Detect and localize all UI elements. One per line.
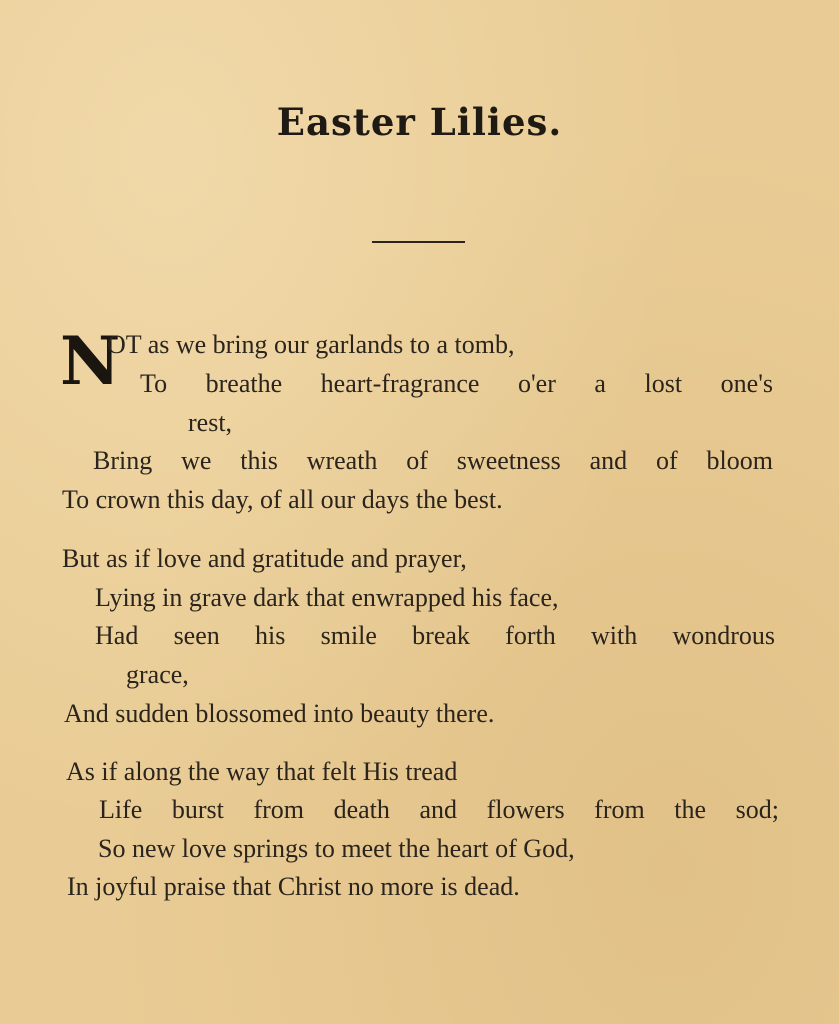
poem-line: As if along the way that felt His tread	[66, 757, 458, 786]
poem-line: And sudden blossomed into beauty there.	[64, 699, 495, 728]
poem-line: rest,	[188, 408, 233, 437]
poem-line: Had seen his smile break forth with wondrous	[95, 621, 775, 650]
poem-line: To breathe heart-fragrance o'er a lost one's	[140, 369, 773, 398]
poem-line: In joyful praise that Christ no more is dead.	[67, 872, 520, 901]
title-divider	[372, 241, 465, 243]
poem-line: So new love springs to meet the heart of God,	[98, 834, 575, 863]
poem-line: Bring we this wreath of sweetness and of bloom	[93, 446, 773, 475]
poem-line: But as if love and gratitude and prayer,	[62, 544, 467, 573]
drop-cap-letter: N	[60, 322, 121, 400]
poem-line: grace,	[126, 660, 189, 689]
poem-title: Easter Lilies.	[276, 100, 563, 144]
poem-line: To crown this day, of all our days the best.	[62, 485, 503, 514]
poem-line: OT as we bring our garlands to a tomb,	[107, 330, 515, 359]
poem-line: Life burst from death and flowers from the sod;	[99, 795, 779, 824]
poem-line: Lying in grave dark that enwrapped his face,	[95, 583, 559, 612]
